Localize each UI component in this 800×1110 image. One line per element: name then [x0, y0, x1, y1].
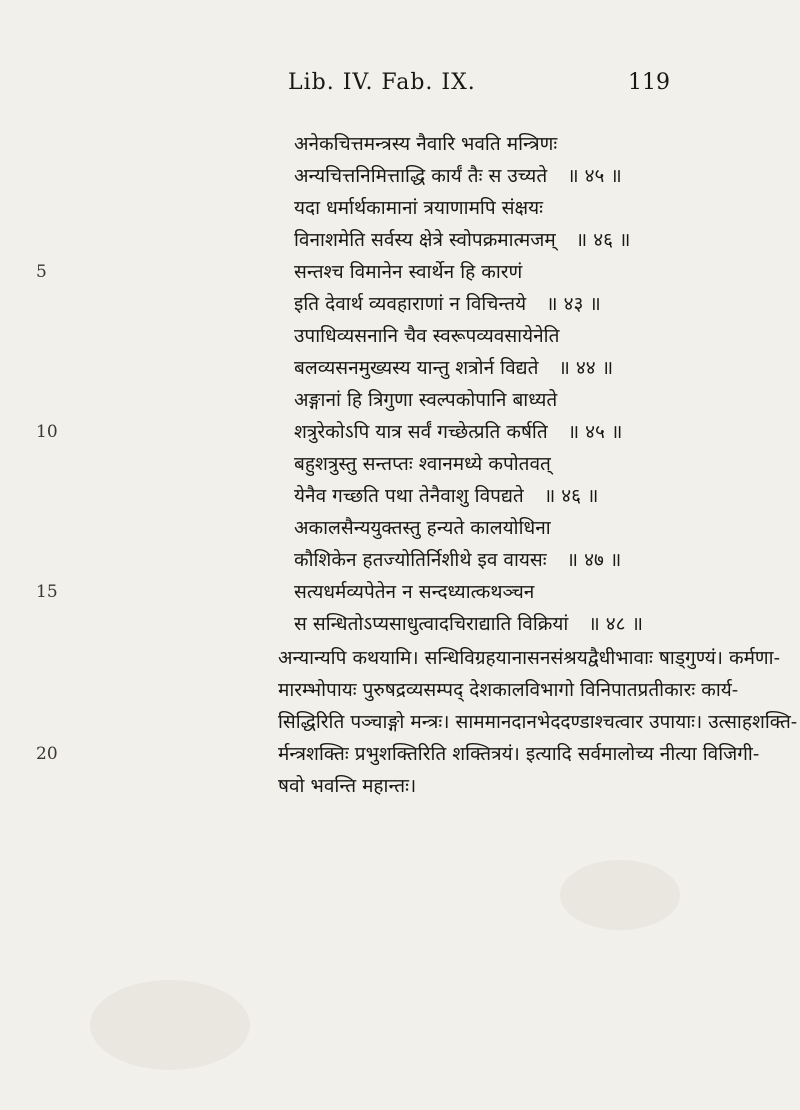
verse-text: विनाशमेति सर्वस्य क्षेत्रे स्वोपक्रमात्मजम् — [294, 229, 556, 251]
verse-number: ॥ ४८ ॥ — [588, 613, 643, 635]
verse-line — [294, 514, 565, 542]
verse-line — [294, 130, 571, 158]
commentary-line: र्मन्त्रशक्तिः प्रभुशक्तिरिति शक्तित्रयं। इत्यादि सर्वमालोच्य नीत्या विजिगी- — [278, 743, 760, 765]
line-number-margin: 5 — [36, 262, 47, 282]
verse-line — [294, 482, 598, 510]
verse-text: बलव्यसनमुख्यस्य यान्तु शत्रोर्न विद्यते — [294, 357, 539, 379]
verse-text: इति देवार्थ व्यवहाराणां न विचिन्तये — [294, 293, 527, 315]
verse-number: ॥ ४५ ॥ — [567, 165, 622, 187]
verse-text: सत्यधर्मव्यपेतेन न सन्दध्यात्कथञ्चन — [294, 581, 535, 603]
verse-text: अनेकचित्तमन्त्रस्य नैवारि भवति मन्त्रिणः — [294, 133, 558, 155]
verse-number: ॥ ४७ ॥ — [566, 549, 622, 571]
verse-text: उपाधिव्यसनानि चैव स्वरूपव्यवसायेनेति — [294, 325, 560, 347]
commentary-line: षवो भवन्ति महान्तः। — [278, 775, 417, 797]
verse-text: स सन्धितोऽप्यसाधुत्वादचिराद्याति विक्रियां — [294, 613, 569, 635]
verse-text: अङ्गानां हि त्रिगुणा स्वल्पकोपानि बाध्यते — [294, 389, 558, 411]
verse-line — [294, 354, 613, 382]
verse-line — [294, 578, 548, 606]
verse-line — [294, 418, 622, 446]
line-number-margin: 10 — [36, 422, 58, 442]
verse-number: ॥ ४४ ॥ — [558, 357, 614, 379]
running-head: Lib. IV. Fab. IX. — [288, 70, 476, 95]
verse-text: यदा धर्मार्थकामानां त्रयाणामपि संक्षयः — [294, 197, 544, 219]
paper-stain — [560, 860, 680, 930]
verse-line — [294, 290, 601, 318]
page-header — [0, 62, 800, 102]
verse-number: ॥ ४५ ॥ — [567, 421, 623, 443]
verse-text: अन्यचित्तनिमित्ताद्धि कार्यं तैः स उच्यते — [294, 165, 548, 187]
verse-line — [294, 386, 571, 414]
verse-line — [294, 610, 643, 638]
verse-number: ॥ ४६ ॥ — [575, 229, 631, 251]
verse-text: शत्रुरेकोऽपि यात्र सर्वं गच्छेत्प्रति कर्षति — [294, 421, 548, 443]
verse-text: बहुशत्रुस्तु सन्तप्तः श्वानमध्ये कपोतवत् — [294, 453, 551, 475]
verse-text: अकालसैन्ययुक्तस्तु हन्यते कालयोधिना — [294, 517, 551, 539]
verse-text: येनैव गच्छति पथा तेनैवाशु विपद्यते — [294, 485, 524, 507]
verse-line — [294, 194, 557, 222]
verse-line — [294, 226, 630, 254]
verse-text: कौशिकेन हतज्योतिर्निशीथे इव वायसः — [294, 549, 547, 571]
verse-line — [294, 546, 621, 574]
verse-line — [294, 450, 565, 478]
verse-line — [294, 162, 622, 190]
verse-line — [294, 322, 573, 350]
commentary-line: मारम्भोपायः पुरुषद्रव्यसम्पद् देशकालविभागो विनिपातप्रतीकारः कार्य- — [278, 679, 739, 701]
paper-stain — [90, 980, 250, 1070]
verse-line — [294, 258, 536, 286]
verse-number: ॥ ४३ ॥ — [546, 293, 601, 315]
verse-number: ॥ ४६ ॥ — [543, 485, 599, 507]
line-number-margin: 20 — [36, 744, 58, 764]
verse-text: सन्तश्च विमानेन स्वार्थेन हि कारणं — [294, 261, 523, 283]
line-number-margin: 15 — [36, 582, 58, 602]
commentary-line: अन्यान्यपि कथयामि। सन्धिविग्रहयानासनसंश्रयद्वैधीभावाः षाड्गुण्यं। कर्मणा- — [278, 647, 781, 669]
commentary-line: सिद्धिरिति पञ्चाङ्गो मन्त्रः। साममानदानभेददण्डाश्चत्वार उपायाः। उत्साहशक्ति- — [278, 711, 798, 733]
page-number: 119 — [628, 70, 670, 95]
